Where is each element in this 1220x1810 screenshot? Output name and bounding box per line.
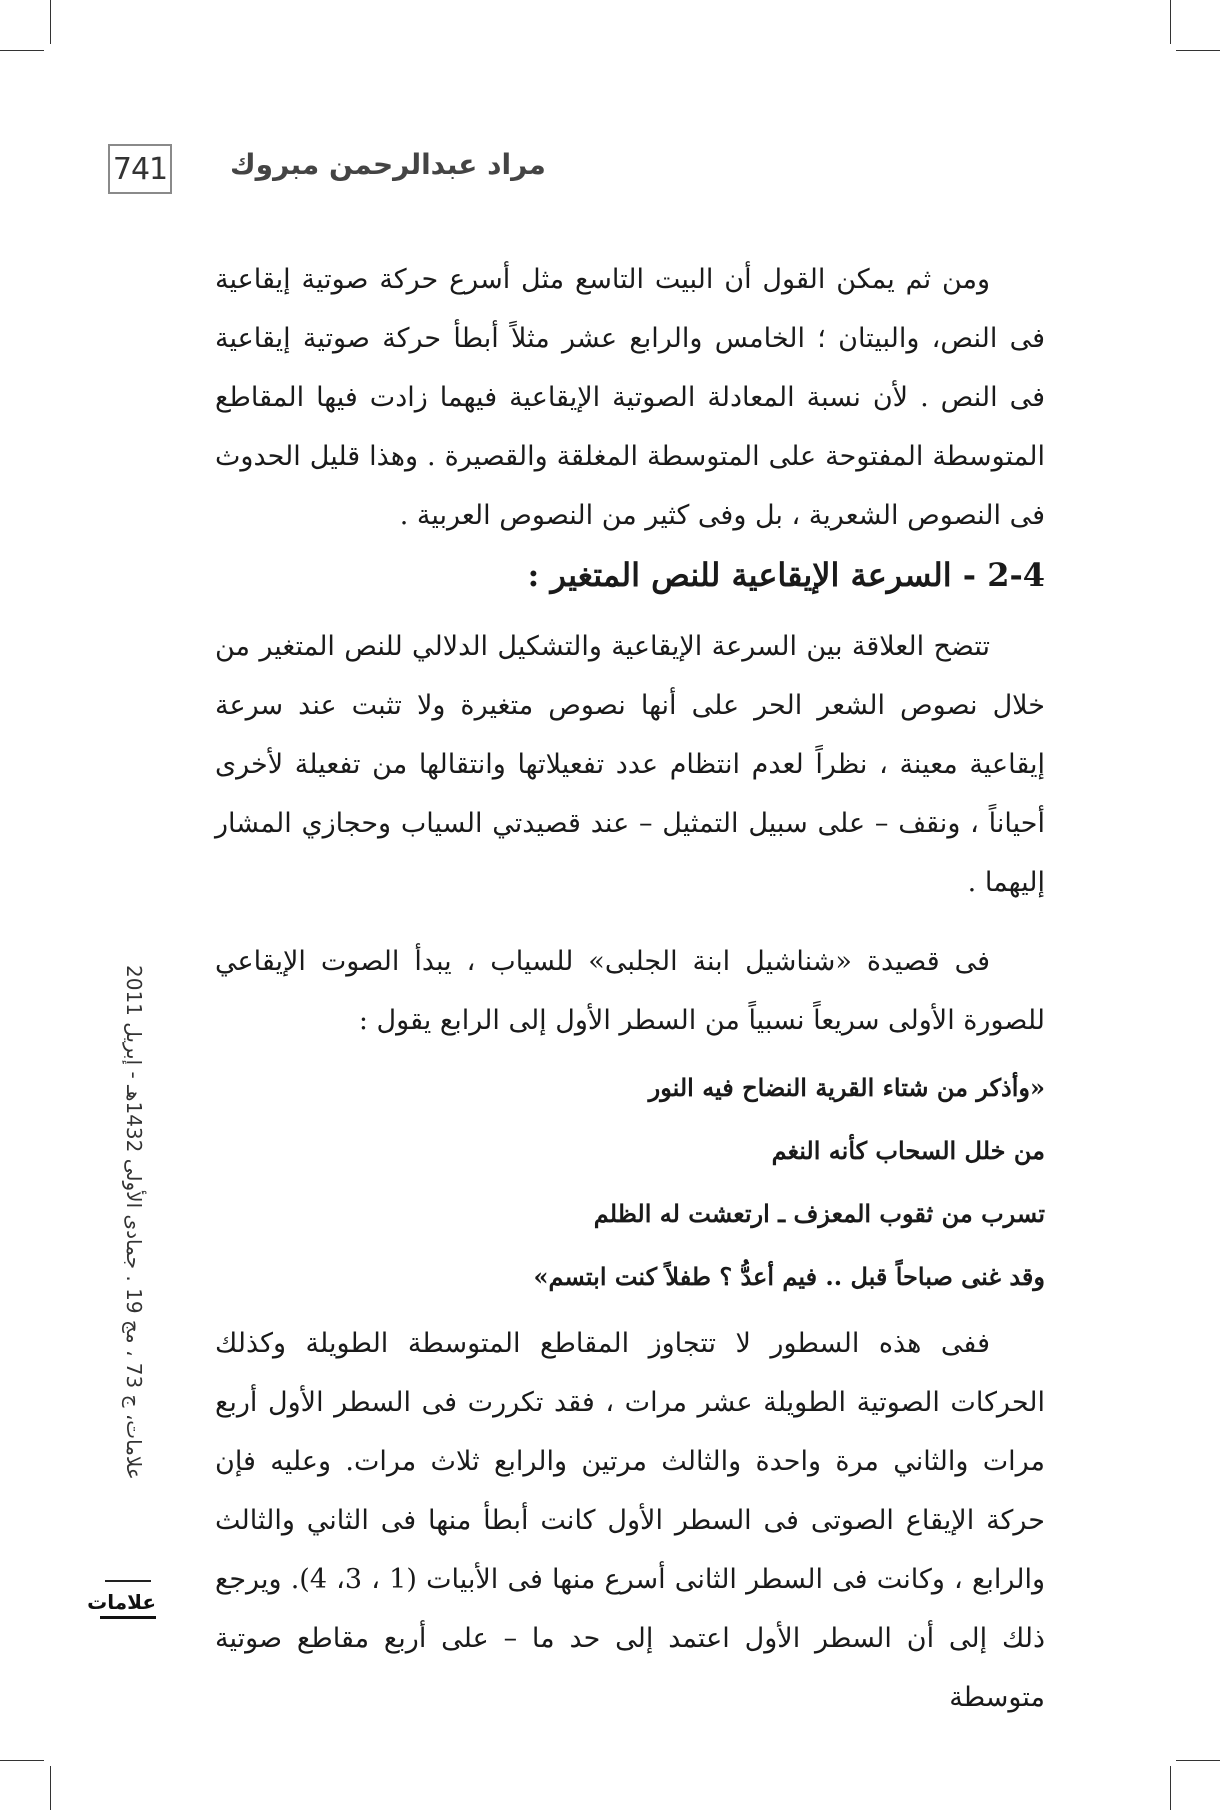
crop-mark-top-left xyxy=(50,0,51,44)
journal-logo: علامات xyxy=(100,1588,156,1619)
paragraph-3: فى قصيدة «شناشيل ابنة الجلبى» للسياب ، يبدأ الصوت الإيقاعي للصورة الأولى سريعاً نسبياً من السطر الأول إلى الرابع يقول : xyxy=(215,946,1045,1036)
crop-mark-top-right-h xyxy=(1176,50,1220,51)
poem-line-1: «وأذكر من شتاء القرية النضاح فيه النور xyxy=(648,1073,1045,1102)
running-header-author: مراد عبدالرحمن مبروك xyxy=(230,148,546,181)
poem-quote xyxy=(215,1056,1045,1308)
crop-mark-bottom-right xyxy=(1170,1766,1171,1810)
paragraph-1: ومن ثم يمكن القول أن البيت التاسع مثل أسرع حركة صوتية إيقاعية فى النص، والبيتان ؛ الخامس والرابع عشر مثلاً أبطأ حركة صوتية إيقاعية فى النص . لأن نسبة المعادلة الصوتية الإيقاعية فيهما زادت فيها المقاطع المتوسطة المفتوحة على المتوسطة المغلقة والقصيرة . وهذا قليل الحدوث فى النصوص الشعرية ، بل وفى كثير من النصوص العربية . xyxy=(215,264,1045,531)
page-number: 741 xyxy=(108,144,172,194)
journal-citation-text: علامات، ج 73 ، مج 19 . جمادى الأولى 1432هـ - إبريل 2011 xyxy=(122,965,146,1480)
crop-mark-bottom-left-h xyxy=(0,1760,44,1761)
crop-mark-top-left-h xyxy=(0,50,44,51)
crop-mark-bottom-left xyxy=(50,1766,51,1810)
poem-line-2: من خلل السحاب كأنه النغم xyxy=(771,1136,1045,1165)
sidebar-divider xyxy=(105,1580,151,1582)
paragraph-4: ففى هذه السطور لا تتجاوز المقاطع المتوسطة الطويلة وكذلك الحركات الصوتية الطويلة عشر مرات ، فقد تكررت فى السطر الأول أربع مرات والثاني مرة واحدة والثالث مرتين والرابع ثلاث مرات. وعليه فإن حركة الإيقاع الصوتى فى السطر الأول كانت أبطأ منها فى الثاني والثالث والرابع ، وكانت فى السطر الثانى أسرع منها فى الأبيات (1 ، 3، 4). ويرجع ذلك إلى أن السطر الأول اعتمد إلى حد ما – على أربع مقاطع صوتية متوسطة xyxy=(215,1328,1046,1713)
main-text-column xyxy=(215,250,1045,1727)
poem-line-4: وقد غنى صباحاً قبل .. فيم أعدُّ ؟ طفلاً كنت ابتسم» xyxy=(533,1262,1045,1291)
journal-citation-sidebar xyxy=(118,965,150,1565)
section-heading: 2-4 - السرعة الإيقاعية للنص المتغير : xyxy=(527,556,1045,594)
crop-mark-bottom-right-h xyxy=(1176,1760,1220,1761)
paragraph-2: تتضح العلاقة بين السرعة الإيقاعية والتشكيل الدلالي للنص المتغير من خلال نصوص الشعر الحر على أنها نصوص متغيرة ولا تثبت عند سرعة إيقاعية معينة ، نظراً لعدم انتظام عدد تفعيلاتها وانتقالها من تفعيلة لأخرى أحياناً ، ونقف – على سبيل التمثيل – عند قصيدتي السياب وحجازي المشار إليهما . xyxy=(215,631,1045,898)
crop-mark-top-right xyxy=(1170,0,1171,44)
poem-line-3: تسرب من ثقوب المعزف ـ ارتعشت له الظلم xyxy=(593,1199,1045,1228)
